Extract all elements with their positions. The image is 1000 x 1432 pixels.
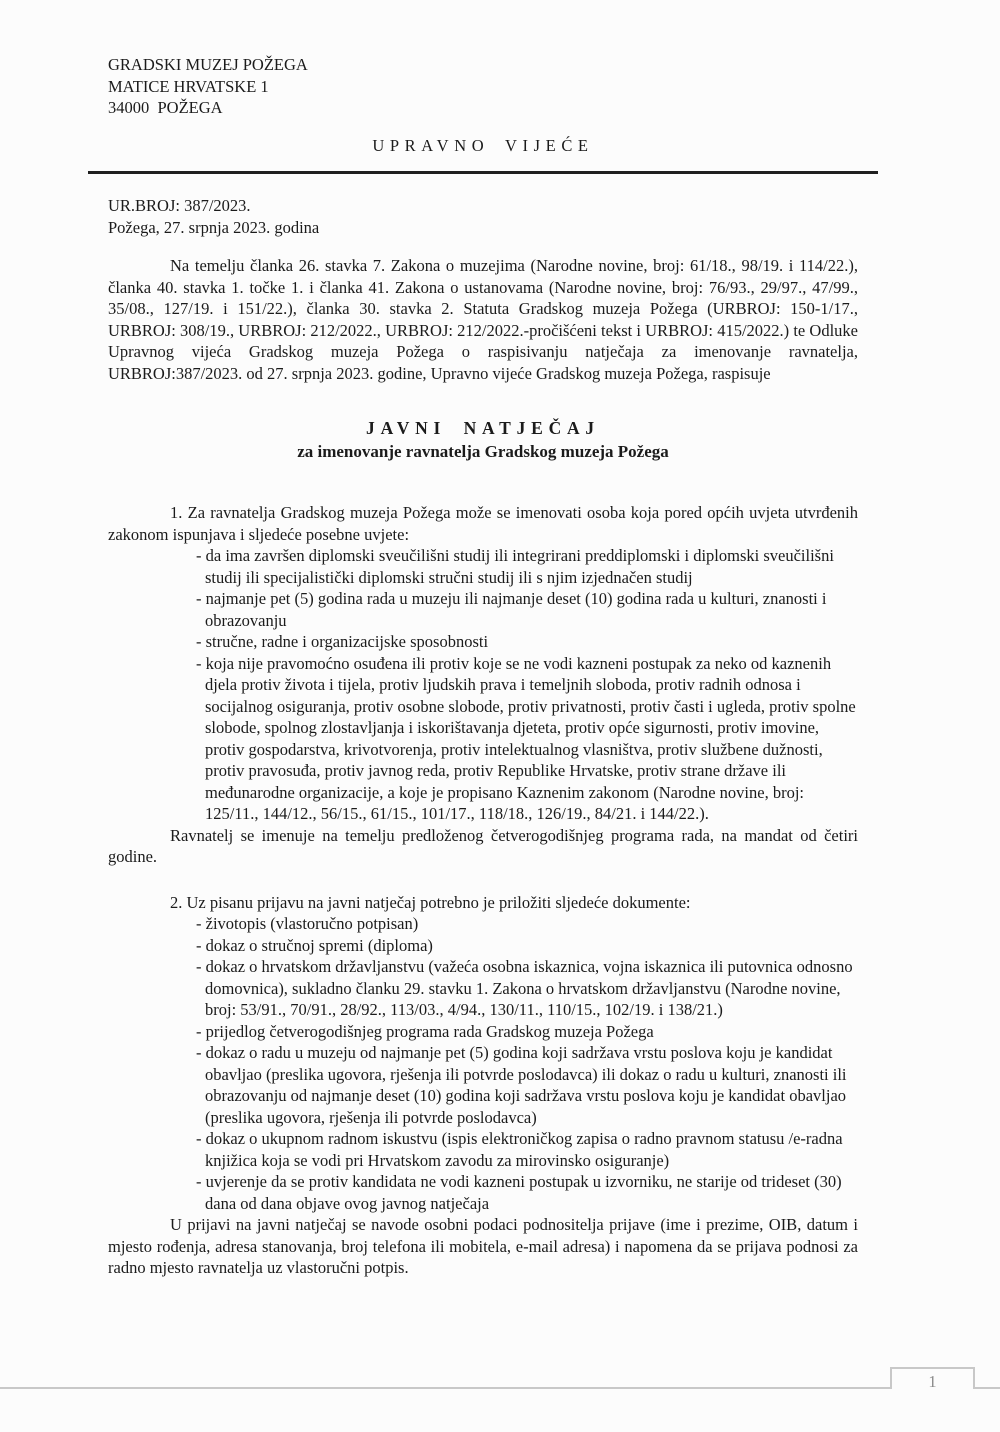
list-item: - najmanje pet (5) godina rada u muzeju ili najmanje deset (10) godina rada u kulturi, znanosti i obrazovanju (196, 589, 827, 630)
list-item: - da ima završen diplomski sveučilišni studij ili integrirani preddiplomski i diplomski sveučilišni studij ili specijalistički diplomski stručni studij ili s njim izjednačen studij (196, 546, 834, 587)
section2-documents-list (108, 913, 858, 1214)
document-content (108, 54, 858, 1279)
section1-closing: Ravnatelj se imenuje na temelju predloženog četverogodišnjeg programa rada, na mandat od četiri godine. (108, 825, 858, 866)
list-item: - koja nije pravomoćno osuđena ili protiv koje se ne vodi kazneni postupak za neko od kaznenih djela protiv života i tijela, protiv ljudskih prava i temeljnih sloboda, protiv radnih odnosa i socijalnog osiguranja, protiv osobne slobode, protiv privatnosti, protiv časti i ugleda, protiv spolne slobode, spolnog zlostavljanja i iskorištavanja djeteta, protiv opće sigurnosti, protiv imovine, protiv gospodarstva, krivotvorenja, protiv intelektualnog vlasništva, protiv službene dužnosti, protiv pravosuđa, protiv javnog reda, protiv Republike Hrvatske, protiv strane države ili međunarodne organizacije, a koje je propisano Kaznenim zakonom (Narodne novine, broj: 125/11., 144/12., 56/15., 61/15., 101/17., 118/18., 126/19., 84/21. i 144/22.). (196, 653, 856, 823)
section1-requirements-list (108, 545, 858, 825)
footer-rule-left (0, 1387, 890, 1389)
section2-intro: 2. Uz pisanu prijavu na javni natječaj potrebno je priložiti sljedeće dokumente: (170, 892, 691, 912)
preamble-paragraph: Na temelju članka 26. stavka 7. Zakona o muzejima (Narodne novine, broj: 61/18., 98/19. i 114/22.), članka 40. stavka 1. točke 1. i članka 41. Zakona o ustanovama (Narodne novine, broj: 76/93., 29/97., 47/99., 35/08., 127/19. i 151/22.), članka 30. stavka 2. Statuta Gradskog muzeja Požega (URBROJ: 150-1/17., URBROJ: 308/19., URBROJ: 212/2022., URBROJ: 212/2022.-pročišćeni tekst i URBROJ: 415/2022.) te Odluke Upravnog vijeća Gradskog muzeja Požega o raspisivanju natječaja za imenovanje ravnatelja, URBROJ:387/2023. od 27. srpnja 2023. godine, Upravno vijeće Gradskog muzeja Požega, raspisuje (108, 256, 858, 383)
page-number-tab: 1 (890, 1367, 975, 1389)
list-item: - prijedlog četverogodišnjeg programa rada Gradskog muzeja Požega (196, 1021, 654, 1041)
document-title-block (108, 417, 858, 463)
sender-street: MATICE HRVATSKE 1 (108, 76, 269, 96)
footer-rule-right (975, 1387, 1000, 1389)
sender-name: GRADSKI MUZEJ POŽEGA (108, 55, 308, 74)
reference-block (108, 195, 858, 238)
horizontal-rule (88, 171, 878, 174)
section1-intro: 1. Za ravnatelja Gradskog muzeja Požega može se imenovati osoba koja pored općih uvjeta utvrđenih zakonom ispunjava i sljedeće posebne uvjete: (108, 503, 858, 544)
list-item: - dokaz o hrvatskom državljanstvu (važeća osobna iskaznica, vojna iskaznica ili putovnica odnosno domovnica), sukladno članku 29. stavku 1. Zakona o hrvatskom državljanstvu (Narodne novine, broj: 53/91., 70/91., 28/92., 113/03., 4/94., 130/11., 110/15., 102/19. i 138/21.) (196, 957, 853, 1019)
list-item: - uvjerenje da se protiv kandidata ne vodi kazneni postupak u izvorniku, ne starije od trideset (30) dana od dana objave ovog javnog natječaja (196, 1172, 842, 1213)
list-item: - stručne, radne i organizacijske sposobnosti (196, 632, 489, 651)
document-title: JAVNI NATJEČAJ (366, 418, 600, 438)
sender-address-block (108, 54, 858, 119)
list-item: - dokaz o stručnoj spremi (diploma) (196, 935, 433, 955)
document-subtitle: za imenovanje ravnatelja Gradskog muzeja Požega (297, 442, 669, 461)
list-item: - životopis (vlastoručno potpisan) (196, 914, 419, 933)
committee-title: UPRAVNO VIJEĆE (372, 135, 594, 155)
list-item: - dokaz o ukupnom radnom iskustvu (ispis elektroničkog zapisa o radno pravnom statusu /e-radna knjižica koja se vodi pri Hrvatskom zavodu za mirovinsko osiguranje) (196, 1129, 843, 1170)
list-item: - dokaz o radu u muzeju od najmanje pet (5) godina koji sadržava vrstu poslova koju je kandidat obavljao (preslika ugovora, rješenja ili potvrde poslodavca) ili dokaz o radu u kulturi, znanosti ili obrazovanju od najmanje deset (10) godina koji sadržava vrstu poslova koju je kandidat obavljao (preslika ugovora, rješenja ili potvrde poslodavca) (196, 1043, 847, 1127)
reference-number: UR.BROJ: 387/2023. (108, 196, 251, 215)
sender-city: 34000 POŽEGA (108, 98, 223, 117)
section2-closing: U prijavi na javni natječaj se navode osobni podaci podnositelja prijave (ime i prezime, OIB, datum i mjesto rođenja, adresa stanovanja, broj telefona ili mobitela, e-mail adresa) i napomena da se prijava podnosi za radno mjesto ravnatelja uz vlastoručni potpis. (108, 1215, 858, 1277)
place-and-date: Požega, 27. srpnja 2023. godina (108, 217, 320, 237)
